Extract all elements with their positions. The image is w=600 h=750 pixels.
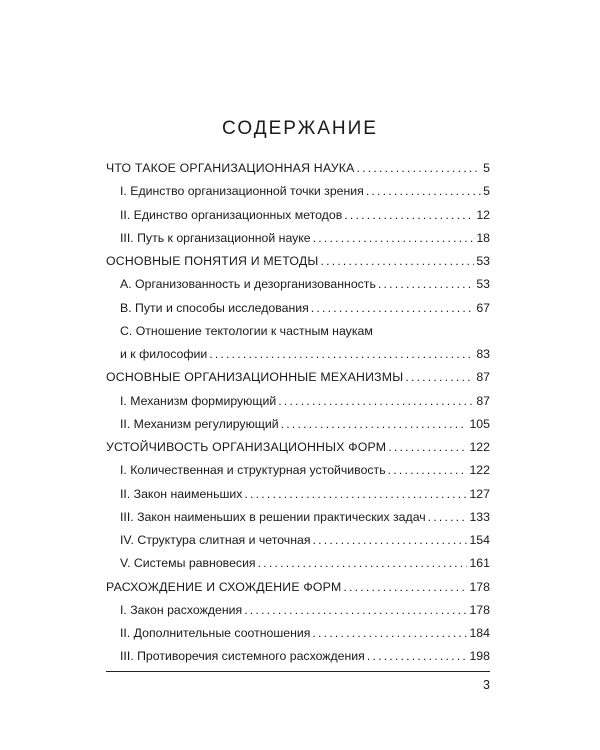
dot-leader xyxy=(320,250,474,273)
toc-subsection-entry xyxy=(106,343,490,366)
dot-leader xyxy=(428,506,468,529)
toc-subsection-entry xyxy=(106,483,490,506)
toc-entry-title: I. Механизм формирующий xyxy=(120,393,277,408)
toc-section-entry xyxy=(106,157,490,180)
toc-subsection-entry xyxy=(106,599,490,622)
toc-entry-page: 178 xyxy=(469,602,490,617)
dot-leader xyxy=(343,576,467,599)
toc-section-entry xyxy=(106,250,490,273)
toc-entry-title: УСТОЙЧИВОСТЬ ОРГАНИЗАЦИОННЫХ ФОРМ xyxy=(106,440,387,454)
toc-subsection-entry xyxy=(106,297,490,320)
dot-leader xyxy=(244,483,467,506)
dot-leader xyxy=(311,297,475,320)
table-of-contents xyxy=(106,157,490,669)
toc-entry-page: 184 xyxy=(469,626,490,640)
toc-entry-title: II. Единство организационных методов xyxy=(120,207,343,222)
toc-subsection-entry xyxy=(106,204,490,227)
toc-subsection-entry xyxy=(106,273,490,296)
page-title: СОДЕРЖАНИЕ xyxy=(222,118,378,139)
toc-entry-title: III. Путь к организационной науке xyxy=(120,230,311,245)
dot-leader xyxy=(356,157,481,180)
toc-entry-page: 53 xyxy=(476,277,490,292)
dot-leader xyxy=(209,343,474,366)
footer-divider xyxy=(106,671,490,672)
toc-entry-page: 87 xyxy=(476,370,490,385)
dot-leader xyxy=(388,459,468,482)
toc-entry-title: I. Единство организационной точки зрения xyxy=(120,184,364,199)
toc-subsection-entry xyxy=(106,506,490,529)
toc-entry-page: 18 xyxy=(476,230,490,245)
toc-subsection-entry xyxy=(106,320,490,343)
toc-entry-title: и к философии xyxy=(120,347,208,361)
toc-entry-page: 67 xyxy=(476,300,490,315)
toc-entry-title: I. Количественная и структурная устойчивость xyxy=(120,463,386,478)
toc-entry-page: 133 xyxy=(469,509,490,524)
dot-leader xyxy=(278,390,474,413)
toc-section-entry xyxy=(106,366,490,389)
toc-subsection-entry xyxy=(106,227,490,250)
toc-subsection-entry xyxy=(106,459,490,482)
toc-entry-page: 127 xyxy=(469,486,490,501)
toc-subsection-entry xyxy=(106,180,490,203)
toc-entry-title: РАСХОЖДЕНИЕ И СХОЖДЕНИЕ ФОРМ xyxy=(106,579,342,594)
toc-section-entry xyxy=(106,436,490,459)
toc-entry-title: IV. Структура слитная и четочная xyxy=(120,533,311,547)
toc-entry-title: III. Противоречия системного расхождения xyxy=(120,649,365,664)
toc-entry-title: II. Механизм регулирующий xyxy=(120,416,279,431)
toc-subsection-entry xyxy=(106,529,490,552)
dot-leader xyxy=(344,204,474,227)
dot-leader xyxy=(244,599,467,622)
toc-entry-title: II. Дополнительные соотношения xyxy=(120,626,311,640)
toc-entry-page: 12 xyxy=(476,207,490,222)
page-number: 3 xyxy=(483,678,490,692)
dot-leader xyxy=(258,552,468,575)
toc-entry-title: II. Закон наименьших xyxy=(120,486,243,501)
toc-entry-page: 53 xyxy=(476,254,490,268)
toc-subsection-entry xyxy=(106,622,490,645)
dot-leader xyxy=(281,413,468,436)
toc-entry-page: 5 xyxy=(483,161,490,175)
toc-entry-title: ЧТО ТАКОЕ ОРГАНИЗАЦИОННАЯ НАУКА xyxy=(106,161,355,175)
toc-entry-page: 161 xyxy=(469,556,490,571)
toc-subsection-entry xyxy=(106,413,490,436)
toc-entry-page: 154 xyxy=(469,533,490,547)
dot-leader xyxy=(405,366,474,389)
dot-leader xyxy=(312,622,467,645)
toc-subsection-entry xyxy=(106,552,490,575)
toc-entry-title: C. Отношение тектологии к частным наукам xyxy=(120,323,373,338)
toc-entry-title: III. Закон наименьших в решении практических задач xyxy=(120,509,426,524)
toc-entry-title: B. Пути и способы исследования xyxy=(120,300,309,315)
dot-leader xyxy=(388,436,467,459)
dot-leader xyxy=(313,227,475,250)
toc-entry-page: 198 xyxy=(469,649,490,664)
toc-entry-title: I. Закон расхождения xyxy=(120,602,243,617)
toc-entry-page: 105 xyxy=(469,416,490,431)
toc-entry-page: 122 xyxy=(469,463,490,478)
toc-entry-page: 83 xyxy=(476,347,490,361)
toc-entry-title: ОСНОВНЫЕ ОРГАНИЗАЦИОННЫЕ МЕХАНИЗМЫ xyxy=(106,370,404,385)
toc-section-entry xyxy=(106,576,490,599)
toc-entry-page: 87 xyxy=(476,393,490,408)
toc-entry-title: V. Системы равновесия xyxy=(120,556,256,571)
dot-leader xyxy=(367,645,468,668)
dot-leader xyxy=(366,180,481,203)
toc-subsection-entry xyxy=(106,390,490,413)
dot-leader xyxy=(378,273,474,296)
toc-entry-title: ОСНОВНЫЕ ПОНЯТИЯ И МЕТОДЫ xyxy=(106,254,319,268)
toc-subsection-entry xyxy=(106,645,490,668)
toc-entry-page: 122 xyxy=(469,440,490,454)
toc-entry-page: 5 xyxy=(483,184,490,199)
dot-leader xyxy=(313,529,468,552)
toc-entry-title: A. Организованность и дезорганизованность xyxy=(120,277,376,292)
toc-entry-page: 178 xyxy=(469,579,490,594)
